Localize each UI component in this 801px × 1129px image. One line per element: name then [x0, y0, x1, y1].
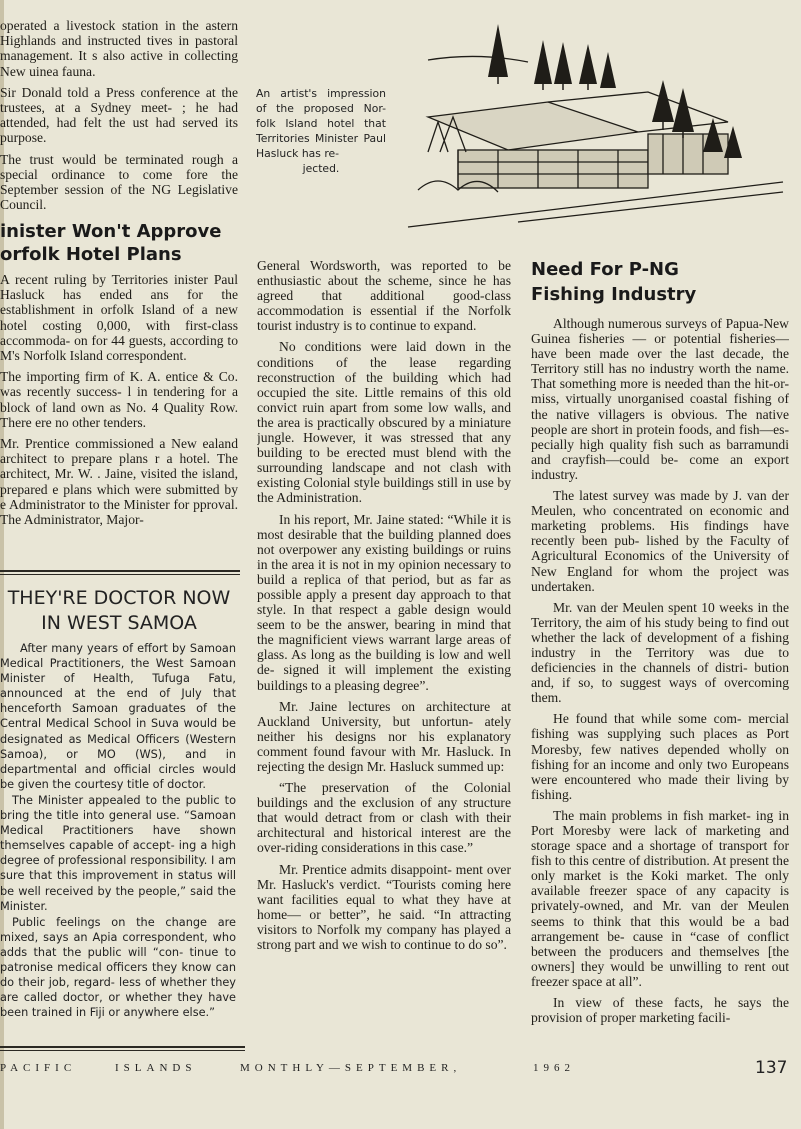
- page-number: 137: [755, 1058, 788, 1078]
- illustration-caption: [256, 86, 386, 176]
- intro-paragraph: The trust would be terminated rough a special ordinance to come fore the September session of the NG Legislative Council.: [0, 151, 238, 213]
- article-paragraph: He found that while some com- mercial fishing was supplying such places as Port Moresby, few natives depended wholly on fishing for an income and only two Europeans were encountered who made their living by fishing.: [531, 711, 789, 802]
- story-paragraph: Mr. Prentice commissioned a New ealand architect to prepare plans r a hotel. The architect, Mr. W. . Jaine, visited the island, prepared e plans which were submitted by e Administrator to the Minister for pproval. The Administrator, Major-: [0, 436, 238, 528]
- article-paragraph: The main problems in fish market- ing in Port Moresby were lack of marketing and storage space and a shortage of transport for fish to this centre of distribution. At present the only market is the Koki market. The only available freezer space of any capacity is privately-owned, and Mr. van der Meulen seems to think that this would be a bad arrangement be- cause in “case of conflict between the producers and themselves [the owners] they would be unwilling to rent out freezer space at all”.: [531, 807, 789, 989]
- box-story: [0, 641, 236, 1021]
- intro-paragraph: operated a livestock station in the astern Highlands and instructed tives in pastoral management. It s also active in collecting New uinea fauna.: [0, 18, 238, 79]
- article-paragraph: “The preservation of the Colonial buildings and the exclusion of any structure that would detract from or clash with their architectural and historical interest are the over-riding considerations in this case.”: [257, 780, 511, 856]
- box-paragraph: After many years of effort by Samoan Medical Practitioners, the West Samoan Minister of Health, Tufuga Fatu, announced at the end of July that henceforth Samoan graduates of the Central Medical School in Suva would be designated as Medical Officers (Western Samoa), or MO (WS), and in departmental and official circles would be given the courtesy title of doctor.: [0, 642, 236, 791]
- footer-pacific: PACIFIC: [0, 1062, 77, 1074]
- headline-line: orfolk Hotel Plans: [0, 244, 182, 265]
- box-bottom-rule: [0, 1046, 245, 1048]
- box-top-rule-thin: [0, 574, 240, 575]
- article-paragraph: Mr. van der Meulen spent 10 weeks in the Territory, the aim of his study being to find out whether the lack of development of a fishing industry in the Territory was due to deficiencies in the channels of distri- bution and, if so, to suggest ways of overcoming them.: [531, 599, 789, 706]
- box-headline-line: IN WEST SAMOA: [41, 612, 197, 634]
- box-top-rule: [0, 570, 240, 572]
- column-3: [531, 316, 789, 1031]
- article-paragraph: Mr. Prentice admits disappoint- ment over Mr. Hasluck's verdict. “Tourists coming here want facilities equal to what they have at home— or better”, he said. “In attracting visitors to Norfolk my company has played a strong part and we wish to continue to do so”.: [257, 861, 511, 953]
- caption-last-line: jected.: [302, 162, 340, 175]
- article-paragraph: The latest survey was made by J. van der Meulen, who concentrated on economic and marketing problems. His findings have recently been pub- lished by the Faculty of Agricultural Economics of the University of New England for whom the project was undertaken.: [531, 488, 789, 594]
- story-paragraph: A recent ruling by Territories inister Paul Hasluck has ended ans for the establishment in orfolk Island of a new hotel costing 0,000, with first-class accommoda- on for 44 guests, according to M's Norfolk Island correspondent.: [0, 272, 238, 364]
- column-1-story: [0, 272, 238, 533]
- hotel-illustration: [398, 22, 788, 232]
- headline-line: inister Won't Approve: [0, 221, 222, 242]
- article-paragraph: No conditions were laid down in the conditions of the lease regarding reconstruction of the building which had occupied the site. Little remains of this old convict ruin apart from some low walls, and the area is practically obscured by a miniature jungle. However, it was stressed that any building to be erected must blend with the surrounding landscape and not clash with existing Colonial style buildings still in use by the Administration.: [257, 339, 511, 506]
- caption-text: An artist's impression of the proposed Nor- folk Island hotel that Territories Minister Paul Hasluck has re-: [256, 87, 386, 160]
- article-paragraph: In view of these facts, he says the provision of proper marketing facili-: [531, 995, 789, 1026]
- headline-norfolk-hotel: [0, 220, 240, 266]
- box-paragraph: The Minister appealed to the public to bring the title into general use. “Samoan Medical Practitioners have shown themselves capable of accept- ing a high degree of professional responsibility. I am sure that this improvement in status will be well received by the people,” said the Minister.: [0, 793, 236, 913]
- article-paragraph: General Wordsworth, was reported to be enthusiastic about the scheme, since he has agreed that additional good-class accommodation is essential if the Norfolk tourist industry is to continue to expand.: [257, 258, 511, 334]
- column-2: [257, 258, 511, 958]
- article-paragraph: Mr. Jaine lectures on architecture at Auckland University, but unfortun- ately neither his designs nor his explanatory comment found favour with Mr. Hasluck. In rejecting the design Mr. Hasluck summed up:: [257, 698, 511, 774]
- headline-line: Need For P-NG: [531, 259, 679, 280]
- headline-fishing-industry: [531, 257, 731, 307]
- column-1-intro: [0, 18, 238, 218]
- box-paragraph: Public feelings on the change are mixed, says an Apia correspondent, who adds that the public will “con- tinue to patronise medical officers they know can do their job, regard- less of whether they are called doctor, or whether they have been trained in Fiji or anywhere else.”: [0, 915, 236, 1020]
- article-paragraph: Although numerous surveys of Papua-New Guinea fisheries — or potential fisheries—have been made over the last decade, the Territory still has no industry worth the name. That something more is needed than the hit-or-miss, virtually unorganised coastal fishing of the native villagers is obvious. The native people are short in protein foods, and fish—es- pecially high quality fish such as barramundi and crayfish—could be- come an export industry.: [531, 316, 789, 482]
- box-headline: [0, 586, 238, 636]
- intro-paragraph: Sir Donald told a Press conference at the trustees, at a Sydney meet- ; he had attended, had felt the ust had served its purpose.: [0, 84, 238, 146]
- headline-line: Fishing Industry: [531, 284, 697, 305]
- footer-islands: ISLANDS: [115, 1062, 197, 1074]
- box-headline-line: THEY'RE DOCTOR NOW: [7, 587, 231, 609]
- footer-year: 1962: [533, 1062, 575, 1074]
- box-bottom-rule-thin: [0, 1050, 245, 1051]
- footer-monthly: MONTHLY—SEPTEMBER,: [240, 1062, 462, 1074]
- story-paragraph: The importing firm of K. A. entice & Co. was recently success- l in tendering for a block of land own as No. 4 Quality Row. There ere no other tenders.: [0, 369, 238, 430]
- article-paragraph: In his report, Mr. Jaine stated: “While it is most desirable that the building planned does not overpower any existing buildings or ruins in the area it is not in my opinion necessary to build a replica of that period, but as far as possible apply a present day approach to that style. In that respect a gable design would seem to be the answer, bearing in mind that the magnificient views warrant large areas of glass. As long as the building is low and well de- signed it will implement the existing buildings to a pleasing degree”.: [257, 511, 511, 693]
